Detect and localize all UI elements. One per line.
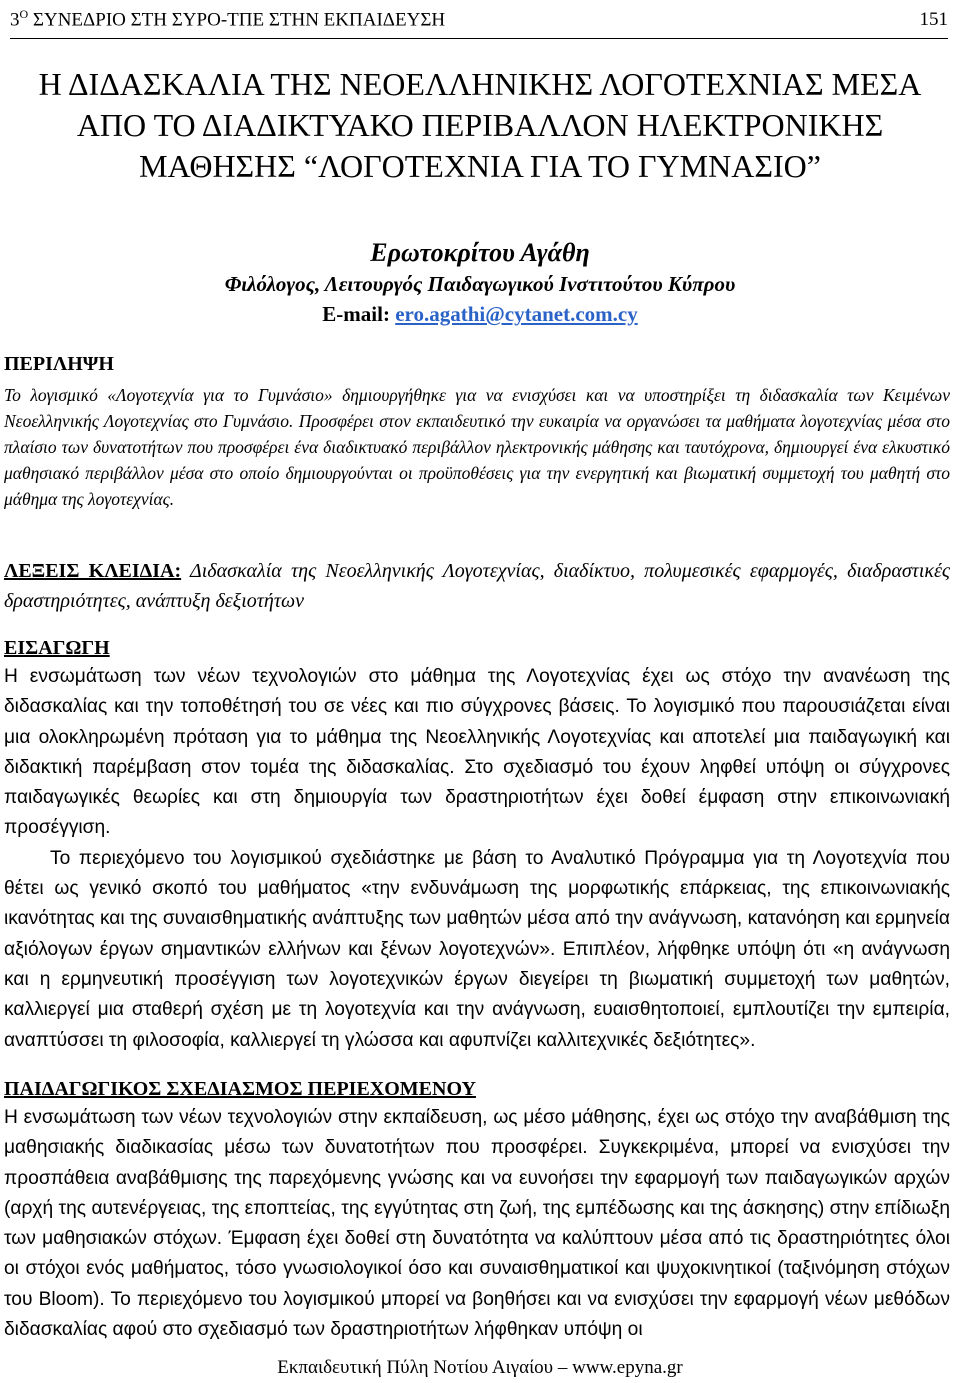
conference-title: ΣΥΝΕΔΡΙΟ ΣΤΗ ΣΥΡΟ-ΤΠΕ ΣΤΗΝ ΕΚΠΑΙΔΕΥΣΗ	[28, 9, 446, 31]
keywords-text: Διδασκαλία της Νεοελληνικής Λογοτεχνίας, διαδίκτυο, πολυμεσικές εφαρμογές, διαδραστικές δραστηριότητες, ανάπτυξη δεξιοτήτων	[4, 560, 950, 612]
author-affiliation: Φιλόλογος, Λειτουργός Παιδαγωγικού Ινστιτούτου Κύπρου	[224, 272, 736, 296]
title-line-2: ΑΠΟ ΤΟ ΔΙΑΔΙΚΤΥΑΚΟ ΠΕΡΙΒΑΛΛΟΝ ΗΛΕΚΤΡΟΝΙΚΗΣ	[76, 107, 884, 143]
author-email-line	[0, 299, 960, 329]
pedagogical-section	[4, 1075, 950, 1345]
abstract-text: Το λογισμικό «Λογοτεχνία για το Γυμνάσιο» δημιουργήθηκε για να ενισχύσει και να υποστηρίξει τη διδασκαλία των Κειμένων Νεοελληνικής Λογοτεχνίας στο Γυμνάσιο. Προσφέρει στον εκπαιδευτικό την ευκαιρία να οργανώσει τα μαθήματα λογοτεχνίας μέσα στο πλαίσιο των δυνατοτήτων που προσφέρει ένα διαδικτυακό περιβάλλον ηλεκτρονικής μάθησης και ταυτόχρονα, δημιουργεί ένα ελκυστικό μαθησιακό περιβάλλον μέσα στο οποίο δημιουργούνται οι προϋποθέσεις για την ενεργητική και βιωματική συμμετοχή του μαθητή στο μάθημα της λογοτεχνίας.	[4, 385, 950, 509]
abstract-section	[4, 350, 950, 512]
author-name: Ερωτοκρίτου Αγάθη	[370, 238, 590, 267]
page-header	[10, 2, 948, 39]
paper-title	[0, 64, 960, 187]
page-number: 151	[919, 9, 948, 31]
keywords-label: ΛΕΞΕΙΣ ΚΛΕΙΔΙΑ:	[4, 560, 182, 582]
conference-number: 3	[10, 9, 20, 31]
conference-ordinal: Ο	[19, 7, 29, 21]
introduction-heading-text: ΕΙΣΑΓΩΓΗ	[4, 637, 110, 659]
email-link[interactable]: ero.agathi@cytanet.com.cy	[395, 302, 638, 326]
email-label: E-mail:	[322, 302, 396, 326]
keywords-section	[4, 556, 950, 616]
conference-name	[10, 2, 445, 32]
introduction-section	[4, 634, 950, 1056]
author-block	[0, 236, 960, 329]
introduction-heading	[4, 634, 950, 662]
page-footer: Εκπαιδευτική Πύλη Νοτίου Αιγαίου – www.epyna.gr	[277, 1357, 683, 1378]
introduction-paragraph-2: Το περιεχόμενο του λογισμικού σχεδιάστηκε με βάση το Αναλυτικό Πρόγραμμα για τη Λογοτεχνία που θέτει ως γενικό σκοπό του μαθήματος «την ενδυνάμωση της μορφωτικής επάρκειας, της επικοινωνιακής ικανότητας και της συναισθηματικής ανάπτυξης των μαθητών μέσα από την ανάγνωση, κατανόηση και ερμηνεία αξιόλογων έργων σημαντικών ελλήνων και ξένων λογοτεχνών». Επιπλέον, λήφθηκε υπόψη ότι «η ανάγνωση και η ερμηνευτική προσέγγιση των λογοτεχνικών έργων διεγείρει τη βιωματική συμμετοχή των μαθητών, καλλιεργεί μια σταθερή σχέση με τη λογοτεχνία και την ανάγνωση, ευαισθητοποιεί, εμπλουτίζει την εμπειρία, αναπτύσσει τη φιλοσοφία, καλλιεργεί τη γλώσσα και αφυπνίζει καλλιτεχνικές δεξιότητες».	[4, 847, 950, 1051]
title-line-1: Η ΔΙΔΑΣΚΑΛΙΑ ΤΗΣ ΝΕΟΕΛΛΗΝΙΚΗΣ ΛΟΓΟΤΕΧΝΙΑΣ ΜΕΣΑ	[38, 66, 922, 102]
pedagogical-heading	[4, 1075, 950, 1103]
title-line-3: ΜΑΘΗΣΗΣ “ΛΟΓΟΤΕΧΝΙΑ ΓΙΑ ΤΟ ΓΥΜΝΑΣΙΟ”	[139, 148, 821, 184]
pedagogical-paragraph-1: Η ενσωμάτωση των νέων τεχνολογιών στην εκπαίδευση, ως μέσο μάθησης, έχει ως στόχο την αναβάθμιση της μαθησιακής διαδικασίας μέσω των δυνατοτήτων που προσφέρει. Συγκεκριμένα, μπορεί να ενισχύσει την προσπάθεια αναβάθμισης της παρεχόμενης γνώσης και να ευνοήσει την εφαρμογή των παιδαγωγικών αρχών (αρχή της αυτενέργειας, της εποπτείας, της εγγύτητας στη ζωή, της εμπέδωσης και της άσκησης) στην επίδιωξη των μαθησιακών στόχων. Έμφαση έχει δοθεί στη δυνατότητα να καλύπτουν μέσα από τις δραστηριότητες όλοι οι στόχοι ενός μαθήματος, τόσο γνωσιολογικοί όσο και συναισθηματικοί και ψυχοκινητικοί (ταξινόμηση στόχων του Bloom). Το περιεχόμενο του λογισμικού μπορεί να βοηθήσει και να ενισχύσει την εφαρμογή νέων μεθόδων διδασκαλίας αφού στο σχεδιασμό των δραστηριοτήτων λήφθηκαν υπόψη οι	[4, 1107, 950, 1341]
introduction-paragraph-1: Η ενσωμάτωση των νέων τεχνολογιών στο μάθημα της Λογοτεχνίας έχει ως στόχο την ανανέωση της διδασκαλίας και την τοποθέτησή του σε νέες και πιο σύγχρονες βάσεις. Το λογισμικό που παρουσιάζεται είναι μια ολοκληρωμένη πρόταση για το μάθημα της Νεοελληνικής Λογοτεχνίας και αποτελεί μια παιδαγωγική και διδακτική παρέμβαση στον τομέα της διδασκαλίας. Στο σχεδιασμό του έχουν ληφθεί υπόψη οι σύγχρονες παιδαγωγικές θεωρίες και στη δημιουργία των δραστηριοτήτων έχει δοθεί έμφαση στην επικοινωνιακή προσέγγιση.	[4, 666, 950, 839]
abstract-heading: ΠΕΡΙΛΗΨΗ	[4, 353, 114, 375]
pedagogical-heading-text: ΠΑΙΔΑΓΩΓΙΚΟΣ ΣΧΕΔΙΑΣΜΟΣ ΠΕΡΙΕΧΟΜΕΝΟΥ	[4, 1078, 476, 1100]
